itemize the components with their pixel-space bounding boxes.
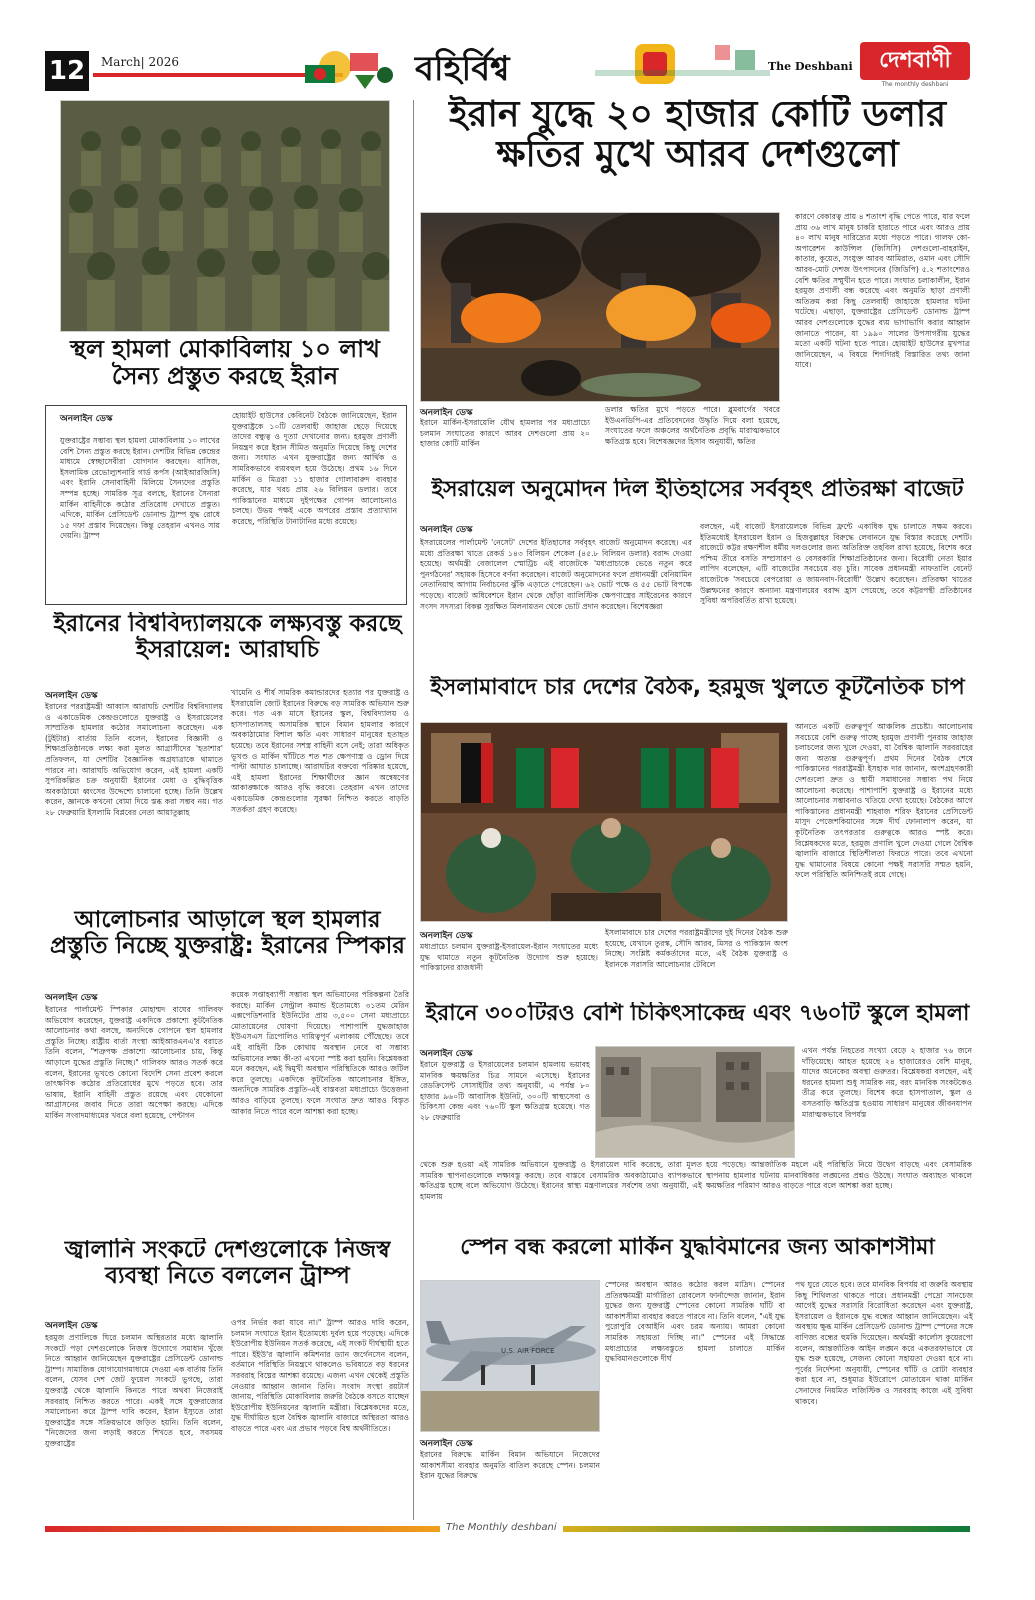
footer-label: The Monthly deshbani xyxy=(440,1522,563,1533)
spain-headline: স্পেন বন্ধ করলো মার্কিন যুদ্ধবিমানের জন্য আকাশসীমা xyxy=(460,1236,935,1260)
budget-col1: ইসরায়েলের পার্লামেন্ট 'নেসেট' দেশের ইতিহাসের সর্ববৃহৎ বাজেট অনুমোদন করেছে। এর মধ্যে প্রতিরক্ষা খাতে রেকর্ড ১৪৩ বিলিয়ন শেকেল (৪৫.৮ বিলিয়ন ডলার) বরাদ্দ দেওয়া হয়েছে। অর্থমন্ত্রী বেজালেল স্মোট্রিচ এই বাজেটকে 'মধ্যপ্রাচ্যকে ভেঙে নতুন করে পুনর্গঠনের' সহায়ক হিসেবে বর্ণনা করেছেন। বাজেট অনুমোদনের ফলে প্রধানমন্ত্রী বেনিয়ামিন নেতানিয়াহু আগাম নির্বাচনের ঝুঁকি এড়াতে পেরেছেন। ৬২ ভোট পক্ষে ও ৫৫ ভোট বিপক্ষে পড়েছে। বাজেট অধিবেশনে ইরান থেকে ছোঁড়া ব্যালিস্টিক ক্ষেপণাস্ত্রের সাইরেনের কারণে সংসদ সদস্যরা বিকল্প সুরক্ষিত মিলনায়তন থেকে ভোট প্রদান করেছেন। বিশেষজ্ঞরা xyxy=(420,538,692,611)
section-title: বহির্বিশ্ব xyxy=(415,49,510,89)
hospitals-byline: অনলাইন ডেস্ক xyxy=(420,1049,473,1059)
energy-byline: অনলাইন ডেস্ক xyxy=(45,1321,98,1331)
page-number: 12 xyxy=(45,51,89,91)
hospitals-col1: ইরানে যুক্তরাষ্ট্র ও ইসরায়েলের চলমান হামলায় ভয়াবহ মানবিক ক্ষয়ক্ষতির চিত্র সামনে এসেছে। ইরানের রেডক্রিসেন্ট সোসাইটির তথ্য অনুযায়ী, এ পর্যন্ত ৮০ হাজার ৯৬০টি আবাসিক ইউনিট, ৩০০টি স্বাস্থ্যসেবা ও চিকিৎসা কেন্দ্র এবং ৭৬০টি স্কুল ক্ষতিগ্রস্ত হয়েছে। গত ২৮ ফেব্রুয়ারি xyxy=(420,1060,590,1122)
university-byline: অনলাইন ডেস্ক xyxy=(45,691,98,701)
hospitals-col2: এখন পর্যন্ত নিহতের সংখ্যা বেড়ে ২ হাজার ৭৬ জনে দাঁড়িয়েছে। আহত হয়েছে ২৪ হাজারেরও বেশি মানুষ, যাদের অনেকের অবস্থা গুরুতর। বিশ্লেষকরা বলছেন, এই ধরনের হামলা শুধু সামরিক নয়, বরং মানবিক সংকটকেও তীব্র করে তুলছে। বিশেষ করে হাসপাতাল, স্কুল ও বসতবাড়ি ক্ষতিগ্রস্ত হওয়ায় সাধারণ মানুষের জীবনযাপন মারাত্মকভাবে বিপর্যস্ত xyxy=(802,1046,972,1119)
hospitals-full: থেকে শুরু হওয়া এই সামরিক অভিযানে যুক্তরাষ্ট্র ও ইসরায়েল দাবি করেছে, তারা মূলত সামরিক স্থাপনাগুলোকে লক্ষ্যবস্তু করছে। তবে বাস্তবে বেসামরিক অবকাঠামোও ব্যাপকভাবে ক্ষতিগ্রস্ত হচ্ছে বলে অভিযোগ উঠেছে। ইরানের স্বাস্থ্য মন্ত্রণালয়ের সর্বশেষ তথ্য অনুযায়ী, এই হামলায় xyxy=(420,1160,702,1201)
logo-tagline: The monthly deshbani xyxy=(881,81,949,88)
spain-photo xyxy=(420,1280,600,1432)
budget-headline: ইসরায়েল অনুমোদন দিল ইতিহাসের সর্ববৃহৎ প্রতিরক্ষা বাজেট xyxy=(431,478,964,502)
spain-col3: পথ ঘুরে যেতে হবে। তবে মানবিক বিপর্যয় বা জরুরি অবস্থায় কিছু শিথিলতা থাকতে পারে। প্রধানমন্ত্রী পেদ্রো সানচেজ আগেই যুদ্ধের সরাসরি বিরোধিতা করেছেন এবং যুক্তরাষ্ট্র, ইসরায়েল ও ইরানকে যুদ্ধ বন্ধের আহ্বান জানিয়েছেন। এই অবস্থায় ক্ষুব্ধ মার্কিন প্রেসিডেন্ট ডোনাল্ড ট্রাম্প স্পেনের সঙ্গে বাণিজ্য বন্ধের হুমকি দিয়েছেন। অর্থমন্ত্রী কার্লোস কুয়েরপো বলেন, আন্তর্জাতিক আইন লঙ্ঘন করে একতরফাভাবে যে যুদ্ধ শুরু হয়েছে, সেজন্য কোনো সহায়তা দেওয়া হবে না। পূর্বের নির্দেশনা অনুযায়ী, স্পেনের ঘাঁটি ও রোটা ব্যবহার করা হবে না, শুধুমাত্র ইউরোপে মোতায়েন থাকা মার্কিন সেনাদের নিয়মিত লজিস্টিক ও সরবরাহ কাজে এই সুবিধা থাকবে। xyxy=(795,1280,973,1406)
marching-soldiers-image xyxy=(61,101,390,332)
university-col1: ইরানের পররাষ্ট্রমন্ত্রী আব্বাস আরাঘচি দেশটির বিশ্ববিদ্যালয় ও একাডেমিক কেন্দ্রগুলোতে যুক্তরাষ্ট্র ও ইসরায়েলের সাম্প্রতিক হামলার কঠোর সমালোচনা করেছেন। এক (টুইটার) বার্তায় তিনি বলেন, ইরানের বিজ্ঞানী ও শিক্ষাপ্রতিষ্ঠানকে লক্ষ্য করা মূলত আগ্রাসীদের 'হতাশার' প্রতিফলন, যা দেশটির বৈজ্ঞানিক অগ্রযাত্রাকে থামাতে পারবে না। আরাঘচি অভিযোগ করেন, এই হামলা একটি সুপরিকল্পিত চক্র অনুযায়ী ইরানের মেধা ও বুদ্ধিবৃত্তিক অবকাঠামো ধ্বংসের উদ্দেশ্যে চালানো হচ্ছে। তিনি উল্লেখ করেন, জ্ঞানকে কখনো বোমা দিয়ে স্তব্ধ করা সম্ভব নয়। গত ২৮ ফেব্রুয়ারি ইসলামি বিপ্লবের নেতা আয়াতুল্লাহ xyxy=(45,702,223,817)
four-nation-meeting-image xyxy=(421,723,788,922)
spain-col2: স্পেনের অবস্থান আরও কঠোর করল মাদ্রিদ। স্পেনের প্রতিরক্ষামন্ত্রী মার্গারিতা রোবলেস ফার্নান্দেজ জানান, ইরান যুদ্ধের জন্য যুক্তরাষ্ট্র স্পেনের কোনো সামরিক ঘাঁটি বা আকাশসীমা ব্যবহার করতে পারবে না। তিনি বলেন, "এই যুদ্ধ পুরোপুরি বেআইনি এবং চরম অন্যায়। আমরা কোনো সামরিক সহায়তা দিচ্ছি না।" স্পেনের এই সিদ্ধান্তে মধ্যপ্রাচ্যের লক্ষ্যবস্তুতে হামলা চালাতে মার্কিন যুদ্ধবিমানগুলোকে দীর্ঘ xyxy=(605,1280,785,1364)
islamabad-photo xyxy=(420,722,788,922)
plane-lettering: U.S. AIR FORCE xyxy=(501,1347,555,1355)
header-decoration xyxy=(595,40,770,90)
troops-byline: অনলাইন ডেস্ক xyxy=(60,414,113,424)
university-headline: ইরানের বিশ্ববিদ্যালয়কে লক্ষ্যবস্তু করছে ইসরায়েল: আরাঘচি xyxy=(53,612,402,663)
islamabad-col2: ইসলামাবাদে চার দেশের পররাষ্ট্রমন্ত্রীদের দুই দিনের বৈঠক শুরু হয়েছে, যেখানে তুরস্ক, সৌদি আরব, মিসর ও পাকিস্তান অংশ নিচ্ছে। সংশ্লিষ্ট কর্মকর্তাদের মতে, এই বৈঠক যুক্তরাষ্ট্র ও ইরানকে সরাসরি আলোচনার টেবিলে xyxy=(605,928,788,969)
hospitals-photo xyxy=(595,1046,795,1158)
budget-col2: বলছেন, এই বাজেট ইসরায়েলকে বিভিন্ন ফ্রন্টে একাধিক যুদ্ধ চালাতে সক্ষম করবে। ইতিমধ্যেই ইসরায়েল ইরান ও হিজবুল্লাহর বিরুদ্ধে লেবাননে যুদ্ধ বিস্তার করেছে দেশটি। বাজেটে কট্টর রক্ষণশীল ধর্মীয় দলগুলোর জন্য অতিরিক্ত তহবিল রাখা হয়েছে, বিশেষ করে পশ্চিম তীরে বসতি সম্প্রসারণ ও বেসরকারি শিক্ষাপ্রতিষ্ঠানের জন্য। বিরোধী নেতা ইয়ার লাপিদ বলেছেন, এটি বাজেটের সবচেয়ে বড় চুরি। সাবেক প্রধানমন্ত্রী নাফতালি বেনেট বাজেটকে 'সবচেয়ে বেপরোয়া ও জায়নবাদ-বিরোধী' উল্লেখ করেছেন। প্রতিরক্ষা খাতের উল্লম্ফনের কারণে অন্যান্য মন্ত্রণালয়ের বরাদ্দ হ্রাস পেয়েছে, তবে কট্টরপন্থী প্রতিষ্ঠানের সুবিধা অপরিবর্তিত রাখা হয়েছে। xyxy=(700,522,972,606)
speaker-col2: কয়েক সপ্তাহব্যাপী সম্ভাব্য স্থল অভিযানের পরিকল্পনা তৈরি করছে। মার্কিন সেন্ট্রাল কমান্ড ইতোমধ্যে ৩১তম মেরিন এক্সপেডিশনারি ইউনিটের প্রায় ৩,৫০০ সেনা মধ্যপ্রাচ্যে মোতায়েনের ঘোষণা দিয়েছে। পাশাপাশি যুদ্ধজাহাজ ইউএসএস ত্রিপোলিও দায়িত্বপূর্ণ এলাকায় পৌঁছেছে। তবে এই বাহিনী ঠিক কোথায় অবস্থান নেবে বা সম্ভাব্য অভিযানের লক্ষ্য কী-তা এখনো স্পষ্ট করা হয়নি। বিশ্লেষকরা মনে করছেন, এই দ্বিমুখী অবস্থান পরিস্থিতিকে আরও জটিল করে তুলছে। একদিকে কূটনৈতিক আলোচনার ইঙ্গিত, অন্যদিকে সামরিক প্রস্তুতি-এই বাস্তবতা মধ্যপ্রাচ্যে উত্তেজনা আরও বাড়িয়ে তুলছে। ফলে সংঘাত দ্রুত আরও বিস্তৃত আকার নিতে পারে বলে আশঙ্কা করা হচ্ছে। xyxy=(231,990,409,1116)
spain-byline: অনলাইন ডেস্ক xyxy=(420,1439,473,1449)
speaker-col1: ইরানের পার্লামেন্ট স্পিকার মোহাম্মদ বাঘের গালিবফ অভিযোগ করেছেন, যুক্তরাষ্ট্র একদিকে প্রকাশ্যে কূটনৈতিক আলোচনার কথা বলছে, অন্যদিকে গোপনে স্থল হামলার প্রস্তুতি নিচ্ছে। রাষ্ট্রীয় বার্তা সংস্থা আইআরএনএ'র বরাতে তিনি বলেন, "শত্রুপক্ষ প্রকাশ্যে আলোচনার চায়, কিন্তু আড়ালে যুদ্ধের প্রস্তুতি নিচ্ছে।" গালিবফ আরও সতর্ক করে বলেন, ইরানের ভূখণ্ডে কোনো বিদেশি সেনা প্রবেশ করলে তাৎক্ষণিক কঠোর প্রতিরোধের মুখে পড়তে হবে। তার ভাষায়, ইরানি বাহিনী প্রস্তুত রয়েছে এবং যেকোনো আগ্রাসনের জবাব দিতে তারা অপেক্ষা করছে। এদিকে মার্কিন সংবাদমাধ্যমের খবরে বলা হয়েছে, পেন্টাগন xyxy=(45,1005,223,1120)
lead-photo xyxy=(420,212,780,402)
header-flags-graphic xyxy=(295,45,400,95)
islamabad-headline: ইসলামাবাদে চার দেশের বৈঠক, হরমুজ খুলতে কূটনৈতিক চাপ xyxy=(430,676,965,700)
lead-col1: ইরানে মার্কিন-ইসরায়েলি যৌথ হামলার পর মধ্যপ্রাচ্যে চলমান সংঘাতের কারণে আরব দেশগুলো প্রায় ২০ হাজার কোটি মার্কিন xyxy=(420,418,590,449)
burning-refinery-image xyxy=(421,213,780,402)
logo-text: দেশবাণী xyxy=(860,42,970,80)
masthead-label: The Deshbani xyxy=(768,60,853,73)
energy-col1: হরমুজ প্রণালিকে ঘিরে চলমান অস্থিরতার মধ্যে জ্বালানি সংকটে পড়া দেশগুলোকে নিজস্ব উদ্যোগে সমাধান খুঁজে নিতে আহ্বান জানিয়েছেন যুক্তরাষ্ট্রের প্রেসিডেন্ট ডোনাল্ড ট্রাম্প। সামাজিক যোগাযোগমাধ্যমে দেওয়া এক বার্তায় তিনি বলেন, যেসব দেশ জেট ফুয়েল সংকটে ভুগছে, তারা যুক্তরাষ্ট্র থেকে জ্বালানি কিনতে পারে অথবা নিজেরাই সরবরাহ নিশ্চিত করতে পারে। একই সঙ্গে যুক্তরাজ্যের সমালোচনা করে ট্রাম্প দাবি করেন, ইরান ইস্যুতে তারা যুক্তরাষ্ট্রের সঙ্গে সক্রিয়ভাবে জড়িত হয়নি। তিনি বলেন, "নিজেদের জন্য লড়াই করতে শিখতে হবে, সবসময় যুক্তরাষ্ট্রের xyxy=(45,1333,223,1448)
destroyed-buildings-image xyxy=(596,1047,795,1158)
lead-col2: ডলার ক্ষতির মুখে পড়তে পারে। ব্লুমবার্গের খবরে ইউএনডিপি-এর প্রতিবেদনের উদ্ধৃতি দিয়ে বলা হয়েছে, সংঘাতের ফলে অঞ্চলের অর্থনৈতিক প্রবৃদ্ধি মারাত্মকভাবে ক্ষতিগ্রস্ত হবে। বিশেষজ্ঞদের হিসাব অনুযায়ী, ক্ষতির xyxy=(605,405,780,446)
hospitals-full2: হয়ে পড়েছে। আন্তর্জাতিক মহলে এই পরিস্থিতি নিয়ে উদ্বেগ বাড়ছে এবং বেসামরিক স্থাপনায় হামলার ঘটনায় মানবাধিকার লঙ্ঘনের প্রশ্নও উঠছে। সংঘাত অব্যাহত থাকলে ক্ষয়ক্ষতির পরিমাণ আরও বাড়তে পারে বলে আশঙ্কা করা হচ্ছে। xyxy=(706,1160,972,1191)
university-col2: খামেনি ও শীর্ষ সামরিক কমান্ডারদের হত্যার পর যুক্তরাষ্ট্র ও ইসরায়েলি জোট ইরানের বিরুদ্ধে বড় সামরিক অভিযান শুরু করে। গত এক মাসে ইরানের স্কুল, বিশ্ববিদ্যালয় ও হাসপাতালসহ অসামরিক স্থানে বিমান হামলার কারণে অবকাঠামোর বিশাল ক্ষতি এবং সাধারণ মানুষের হতাহত হয়েছে। তবে ইরানের সশস্ত্র বাহিনী বসে নেই; তারা অধিকৃত ভূখণ্ড ও মার্কিন ঘাঁটিতে শত শত ক্ষেপণাস্ত্র ও ড্রোন দিয়ে পাল্টা আঘাত চালাচ্ছে। আরাঘচির বক্তব্যে পরিষ্কার হয়েছে, এই হামলা ইরানের শিক্ষার্থীদের জ্ঞান অন্বেষণের আকাঙ্ক্ষাকে আরও বৃদ্ধি করবে। তেহরান এখন তাদের একাডেমিক কেন্দ্রগুলোর সুরক্ষা নিশ্চিত করতে বাড়তি সতর্কতা গ্রহণ করেছে। xyxy=(231,688,409,814)
column-divider xyxy=(413,100,414,1520)
speaker-headline: আলোচনার আড়ালে স্থল হামলার প্রস্তুতি নিচ্ছে যুক্তরাষ্ট্র: ইরানের স্পিকার xyxy=(50,908,405,959)
islamabad-col1: মধ্যপ্রাচ্যে চলমান যুক্তরাষ্ট্র-ইসরায়েল-ইরান সংঘাতের মধ্যে যুদ্ধ থামাতে নতুন কূটনৈতিক উদ্যোগ শুরু হয়েছে। পাকিস্তানের রাজধানী xyxy=(420,942,598,973)
islamabad-col3: আনতে একটি গুরুত্বপূর্ণ আঞ্চলিক প্রচেষ্টা। আলোচনায় সবচেয়ে বেশি গুরুত্ব পাচ্ছে হরমুজ প্রণালী পুনরায় জাহাজ চলাচলের জন্য খুলে দেওয়া, যা বৈশ্বিক জ্বালানি সরবরাহের জন্য অত্যন্ত গুরুত্বপূর্ণ। প্রথম দিনের বৈঠক শেষে পাকিস্তানের পররাষ্ট্রমন্ত্রী ইসহাক দার জানান, অংশগ্রহণকারী দেশগুলো দ্রুত ও স্থায়ী সমাধানের সম্ভাব্য পথ নিয়ে আলোচনা করেছে। পাশাপাশি যুক্তরাষ্ট্র ও ইরানের মধ্যে আলোচনার সম্ভাবনাও খতিয়ে দেখা হয়েছে। বৈঠকের আগে পাকিস্তানের প্রধানমন্ত্রী শাহবাজ শরিফ ইরানের প্রেসিডেন্ট মাসুদ পেজেশকিয়ানের সঙ্গে দীর্ঘ ফোনালাপ করেন, যা কূটনৈতিক তৎপরতার গুরুত্বকে আরও স্পষ্ট করে। বিশ্লেষকদের মতে, হরমুজ প্রণালি খুলে দেওয়া গেলে বৈশ্বিক জ্বালানি বাজারে স্থিতিশীলতা ফিরতে পারে। তবে এখনো যুদ্ধ থামানোর বিষয়ে কোনো পক্ষই সরাসরি সম্মত হয়নি, ফলে পরিস্থিতি অনিশ্চিতই রয়ে গেছে। xyxy=(795,722,973,880)
troops-photo xyxy=(60,100,390,332)
budget-byline: অনলাইন ডেস্ক xyxy=(420,525,473,535)
issue-date: March| 2026 xyxy=(101,55,180,69)
speaker-byline: অনলাইন ডেস্ক xyxy=(45,993,98,1003)
lead-col3: কারণে বেকারত্ব প্রায় ৪ শতাংশ বৃদ্ধি পেতে পারে, যার ফলে প্রায় ৩৬ লাখ মানুষ চাকরি হারাতে পারে এবং আরও প্রায় ৪০ লাখ মানুষ দারিদ্র্যের মধ্যে পড়তে পারে। গালফ কো-অপারেশন কাউন্সিল (জিসিসি) দেশগুলো-বাহরাইন, কাতার, কুয়েত, সংযুক্ত আরব আমিরাত, ওমান এবং সৌদি আরব-মোট দেশজ উৎপাদনের (জিডিপি) ৫.২ শতাংশেরও বেশি ক্ষতির সম্মুখীন হতে পারে। সংঘাত চলাকালীন, ইরান হরমুজ প্রণালী বন্ধ করেছে এবং অনুমতি ছাড়া প্রণালী অতিক্রম করা কিছু তেলবাহী জাহাজে হামলার ঘটনা ঘটেছে। এছাড়া, যুক্তরাষ্ট্রের প্রেসিডেন্ট ডোনাল্ড ট্রাম্প আরব দেশগুলোকে যুদ্ধের ব্যয় ভাগাভাগি করার আহ্বান জানাতে পারেন, যা ১৯৯০ সালের উপসাগরীয় যুদ্ধের মতো একটি ঘটনা হতে পারে। হোয়াইট হাউসের মুখপাত্র জানিয়েছেন, এ বিষয়ে শিগগিরই বিস্তারিত তথ্য জানা যাবে। xyxy=(795,212,970,370)
troops-headline: স্থল হামলা মোকাবিলায় ১০ লাখ সৈন্য প্রস্তুত করছে ইরান xyxy=(70,336,380,390)
energy-headline: জ্বালানি সংকটে দেশগুলোকে নিজস্ব ব্যবস্থা নিতে বললেন ট্রাম্প xyxy=(64,1238,391,1289)
header-left-strip xyxy=(45,45,400,95)
lead-byline: অনলাইন ডেস্ক xyxy=(420,408,473,418)
troops-col2: হোয়াইট হাউসের কেবিনেট বৈঠকে জানিয়েছেন, ইরান যুক্তরাষ্ট্রকে ১০টি তেলবাহী জাহাজ ছেড়ে দিয়েছে তাদের বন্ধুত্ব ও দূত্যা দেখানোর জন্য। হরমুজ প্রণালী নিয়ন্ত্রণ করে ইরান সীমিত অনুমতি দিয়েছে কিছু দেশের জন্য। সংঘাত এখন যুক্তরাষ্ট্রের জন্য আর্থিক ও সামরিকভাবে ব্যয়বহুল হয়ে উঠেছে। প্রথম ১৬ দিনে মার্কিন ও মিত্ররা ১১ হাজার গোলাবারুদ ব্যবহার করেছে, যার খরচ প্রায় ২৬ বিলিয়ন ডলার। তবে পাকিস্তানের মাধ্যমে দুইপক্ষের গোপন আলোচনাও চলছে। উভয় পক্ষই একে অপরের প্রস্তাব প্রত্যাখ্যান করেছে, পরিস্থিতি টানাটানির মধ্যে রয়েছে। xyxy=(232,411,397,526)
islamabad-byline: অনলাইন ডেস্ক xyxy=(420,931,473,941)
us-air-force-plane-image xyxy=(421,1281,600,1432)
troops-col1: যুক্তরাষ্ট্রের সম্ভাব্য স্থল হামলা মোকাবিলায় ১০ লাখের বেশি সৈন্য প্রস্তুত করছে ইরান। দেশটির বিভিন্ন কেন্দ্রের মাধ্যমে স্বেচ্ছাসেবীরা যোগদান করছেন। বাসিজ, ইসলামিক রেভোল্যুশনারি গার্ড কর্পস (আইআরজিসি) এবং ইরানি সেনাবাহিনী মিলিয়ে সৈন্যদের প্রস্তুতি সম্পন্ন হচ্ছে। সামরিক সূত্র বলছে, ইরানের সৈন্যরা মার্কিন বাহিনীকে কঠোর প্রতিরোধ দেখাতে প্রস্তুত। এদিকে, মার্কিন প্রেসিডেন্ট ডোনাল্ড ট্রাম্প যুদ্ধ রোধে ১৫ দফা প্রস্তাব দিয়েছেন। কিন্তু তেহরান এখনও সায় দেয়নি। ট্রাম্প xyxy=(60,436,220,541)
spain-col1: ইরানের বিরুদ্ধে মার্কিন বিমান অভিযানে নিজেদের আকাশসীমা ব্যবহার অনুমতি বাতিল করেছে স্পেন। চলমান ইরান যুদ্ধের বিরুদ্ধে xyxy=(420,1450,600,1481)
lead-headline: ইরান যুদ্ধে ২০ হাজার কোটি ডলার ক্ষতির মুখে আরব দেশগুলো xyxy=(448,95,947,176)
logo xyxy=(860,42,970,92)
hospitals-headline: ইরানে ৩০০টিরও বেশি চিকিৎসাকেন্দ্র এবং ৭৬০টি স্কুলে হামলা xyxy=(425,1002,970,1026)
energy-col2: ওপর নির্ভর করা যাবে না।" ট্রাম্প আরও দাবি করেন, চলমান সংঘাতে ইরান ইতোমধ্যে দুর্বল হয়ে পড়েছে। এদিকে ইউরোপীয় ইউনিয়ন সতর্ক করেছে, এই সংকট দীর্ঘস্থায়ী হতে পারে। ইইউ'র জ্বালানি কমিশনার ড্যান জর্গেনসেন বলেন, বর্তমানে পরিস্থিতি নিয়ন্ত্রণে থাকলেও ভবিষ্যতে বড় ধরনের সরবরাহ বিঘ্নের আশঙ্কা রয়েছে। এজন্য এখন থেকেই প্রস্তুতি নেওয়ার আহ্বান জানান তিনি। সংবাদ সংস্থা রয়টার্স জানায়, পরিস্থিতি মোকাবিলায় জরুরি বৈঠকে বসতে যাচ্ছেন ইউরোপীয় ইউনিয়নের জ্বালানি মন্ত্রীরা। বিশ্লেষকদের মতে, যুদ্ধ দীর্ঘায়িত হলে বৈশ্বিক জ্বালানি বাজারে অস্থিরতা আরও বাড়তে পারে এবং এর প্রভাব পড়বে বিশ্ব অর্থনীতিতে। xyxy=(231,1318,409,1433)
